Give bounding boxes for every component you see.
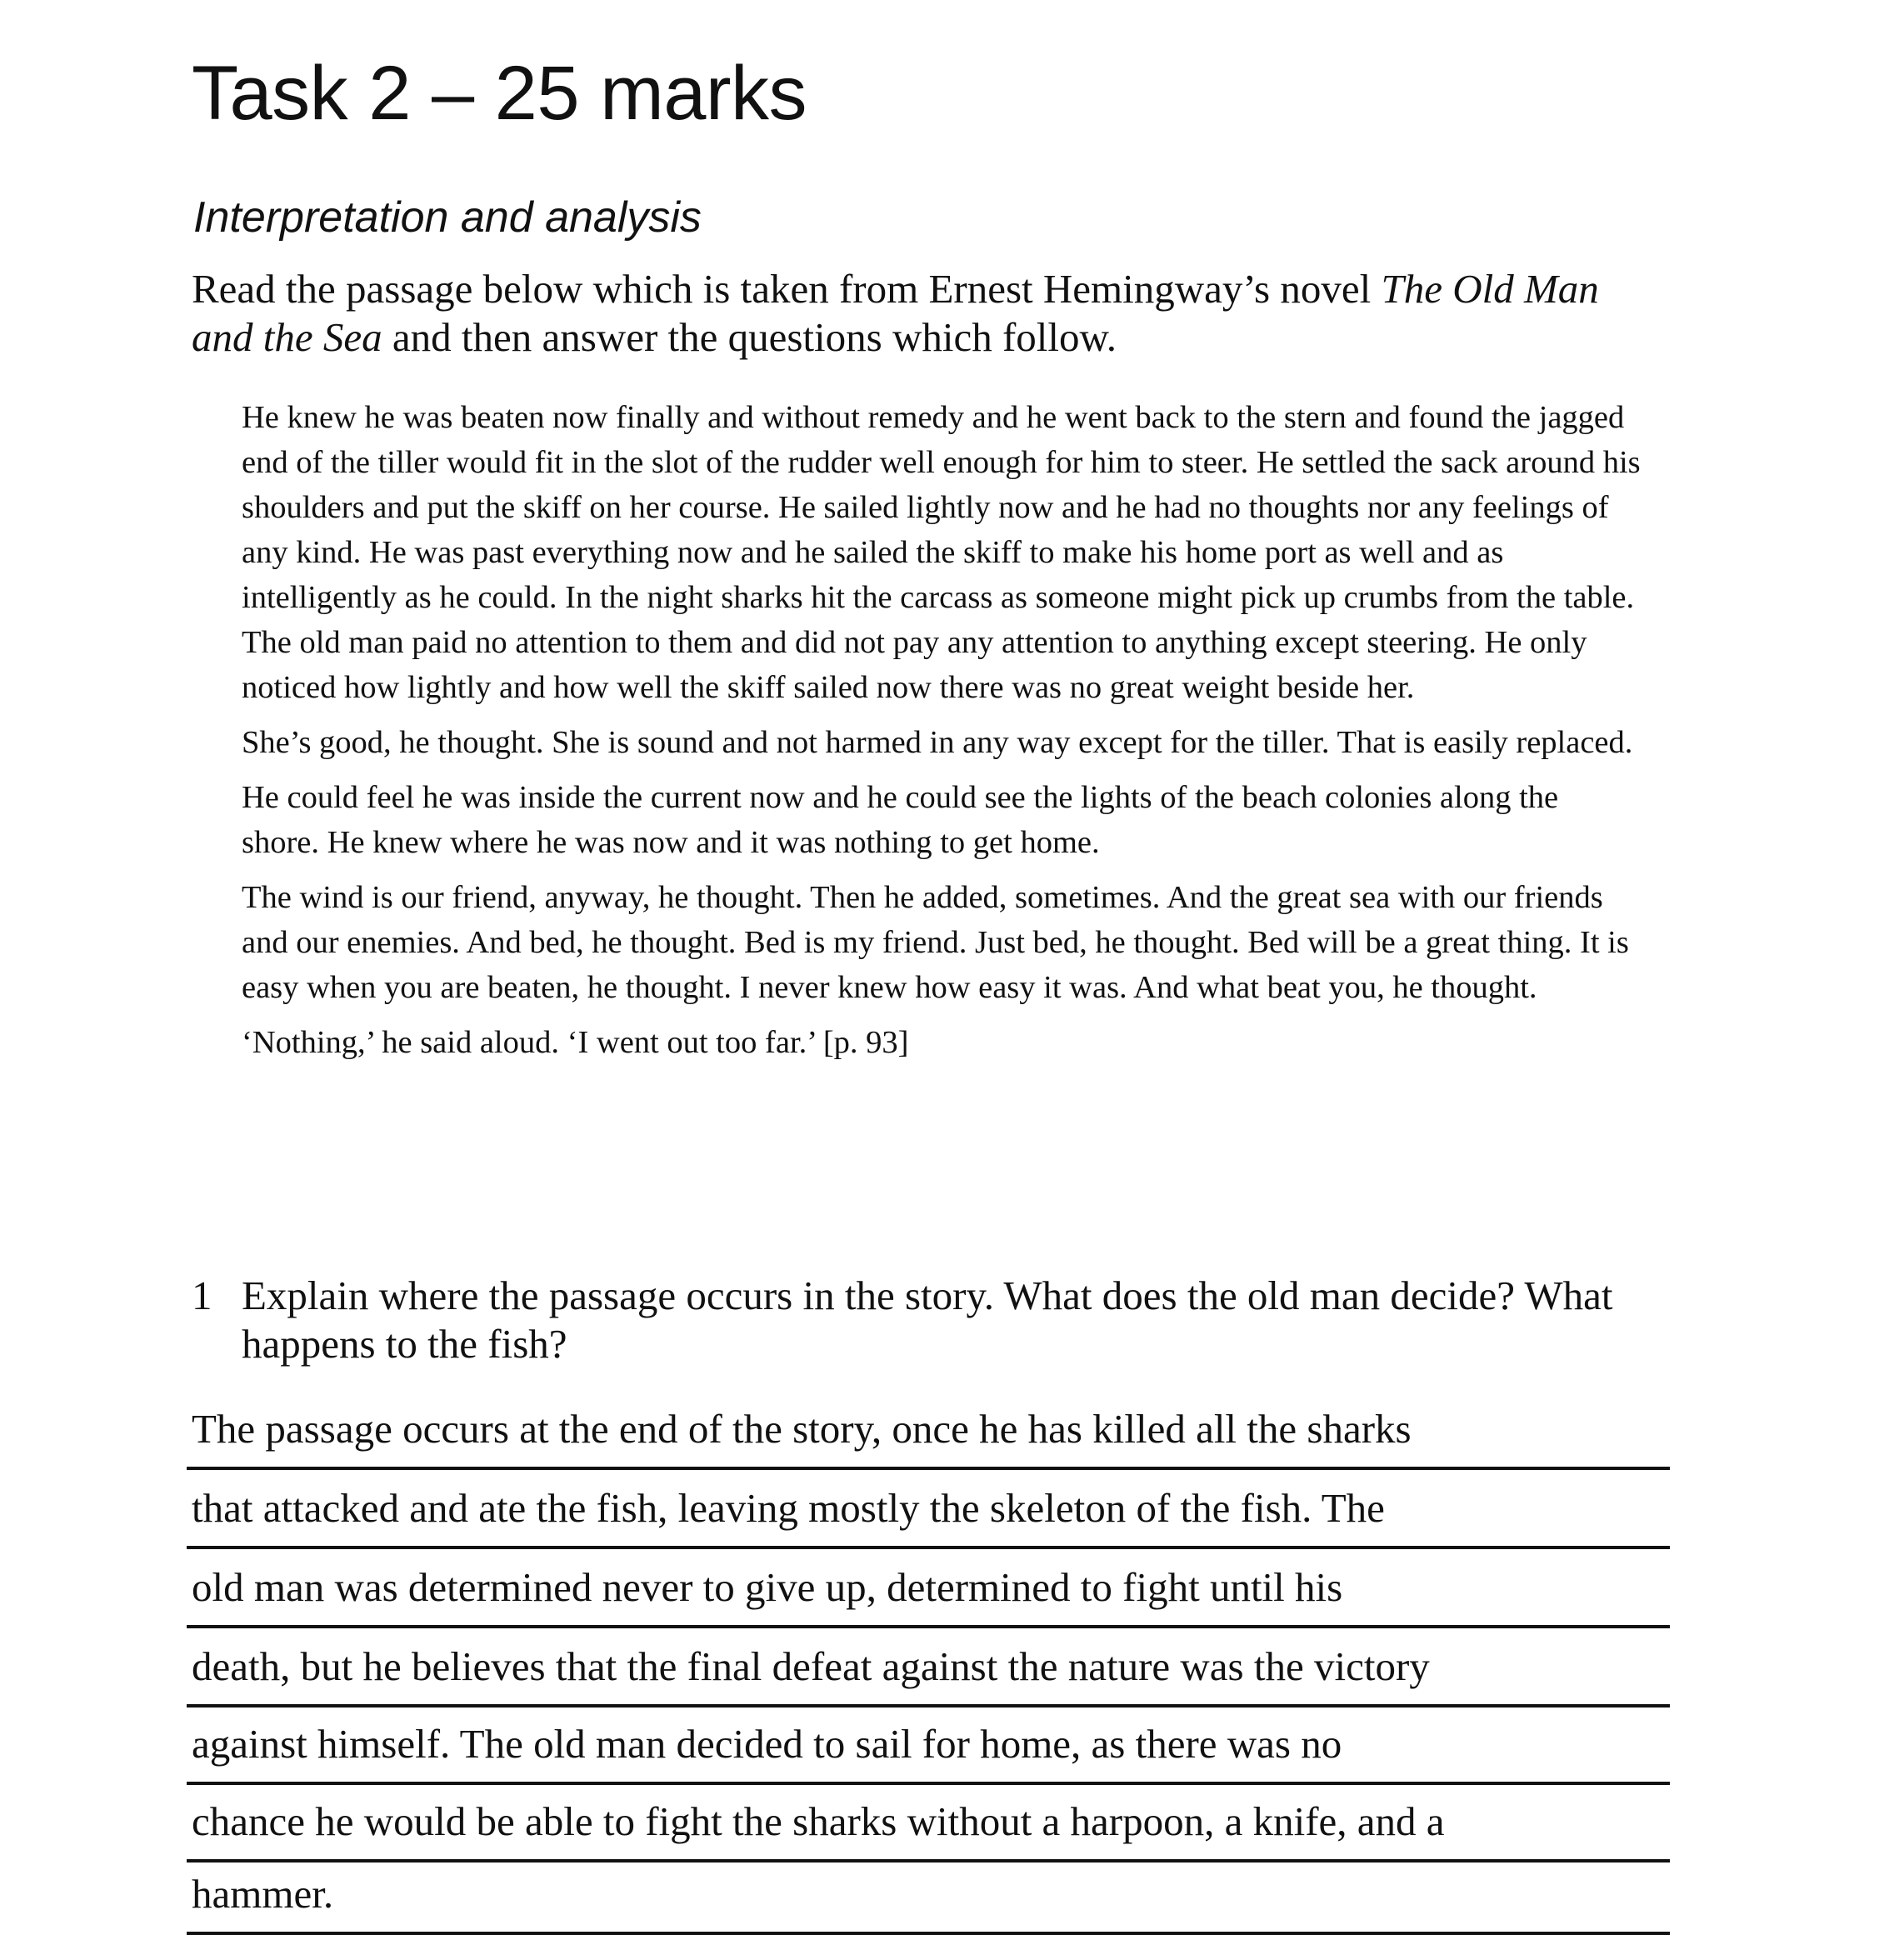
answer-text-5: against himself. The old man decided to sail for home, as there was no	[192, 1721, 1342, 1767]
passage-paragraph-2: She’s good, he thought. She is sound and not harmed in any way except for the tiller. That is easily replaced.	[242, 725, 1633, 760]
answer-text-6: chance he would be able to fight the sharks without a harpoon, a knife, and a	[192, 1798, 1445, 1844]
answer-line-5[interactable]	[187, 1708, 1670, 1785]
intro-text-end: and then answer the questions which follow.	[382, 314, 1117, 360]
question-number: 1	[192, 1272, 212, 1318]
answer-text-3: old man was determined never to give up, determined to fight until his	[192, 1564, 1343, 1610]
task-title: Task 2 – 25 marks	[192, 51, 807, 136]
passage-excerpt	[242, 395, 1642, 1075]
answer-line-7[interactable]	[187, 1858, 1670, 1935]
passage-paragraph-4: The wind is our friend, anyway, he thought. Then he added, sometimes. And the great sea with our friends and our enemies. And bed, he thought. Bed is my friend. Just bed, he thought. Bed will be a great thing. It is easy when you are beaten, he thought. I never knew how easy it was. And what beat you, he thought.	[242, 880, 1629, 1005]
section-subtitle: Interpretation and analysis	[193, 193, 702, 242]
answer-text-7: hammer.	[192, 1871, 334, 1917]
passage-paragraph-5: ‘Nothing,’ he said aloud. ‘I went out too far.’ [p. 93]	[242, 1025, 909, 1060]
answer-text-2: that attacked and ate the fish, leaving mostly the skeleton of the fish. The	[192, 1485, 1385, 1531]
intro-text-start: Read the passage below which is taken from Ernest Hemingway’s novel	[192, 266, 1382, 312]
answer-line-1[interactable]	[187, 1393, 1670, 1470]
answer-line-6[interactable]	[187, 1786, 1670, 1862]
book-title-part-1: The Old Man	[1381, 266, 1599, 312]
answer-line-3[interactable]	[187, 1552, 1670, 1628]
passage-paragraph-3: He could feel he was inside the current now and he could see the lights of the beach colonies along the shore. He knew where he was now and it was nothing to get home.	[242, 780, 1559, 860]
answer-line-2[interactable]	[187, 1472, 1670, 1549]
question-text: Explain where the passage occurs in the story. What does the old man decide? What happens to the fish?	[242, 1272, 1613, 1367]
book-title-part-2: and the Sea	[192, 314, 382, 360]
intro-instructions	[192, 265, 1658, 362]
answer-line-4[interactable]	[187, 1631, 1670, 1708]
answer-text-1: The passage occurs at the end of the story, once he has killed all the sharks	[192, 1406, 1412, 1452]
question-1	[192, 1272, 1675, 1368]
passage-paragraph-1: He knew he was beaten now finally and without remedy and he went back to the stern and found the jagged end of the tiller would fit in the slot of the rudder well enough for him to steer. He settled the sack around his shoulders and put the skiff on her course. He sailed lightly now and he had no thoughts nor any feelings of any kind. He was past everything now and he sailed the skiff to make his home port as well and as intelligently as he could. In the night sharks hit the carcass as someone might pick up crumbs from the table. The old man paid no attention to them and did not pay any attention to anything except steering. He only noticed how lightly and how well the skiff sailed now there was no great weight beside her.	[242, 400, 1641, 705]
answer-text-4: death, but he believes that the final defeat against the nature was the victory	[192, 1643, 1430, 1689]
